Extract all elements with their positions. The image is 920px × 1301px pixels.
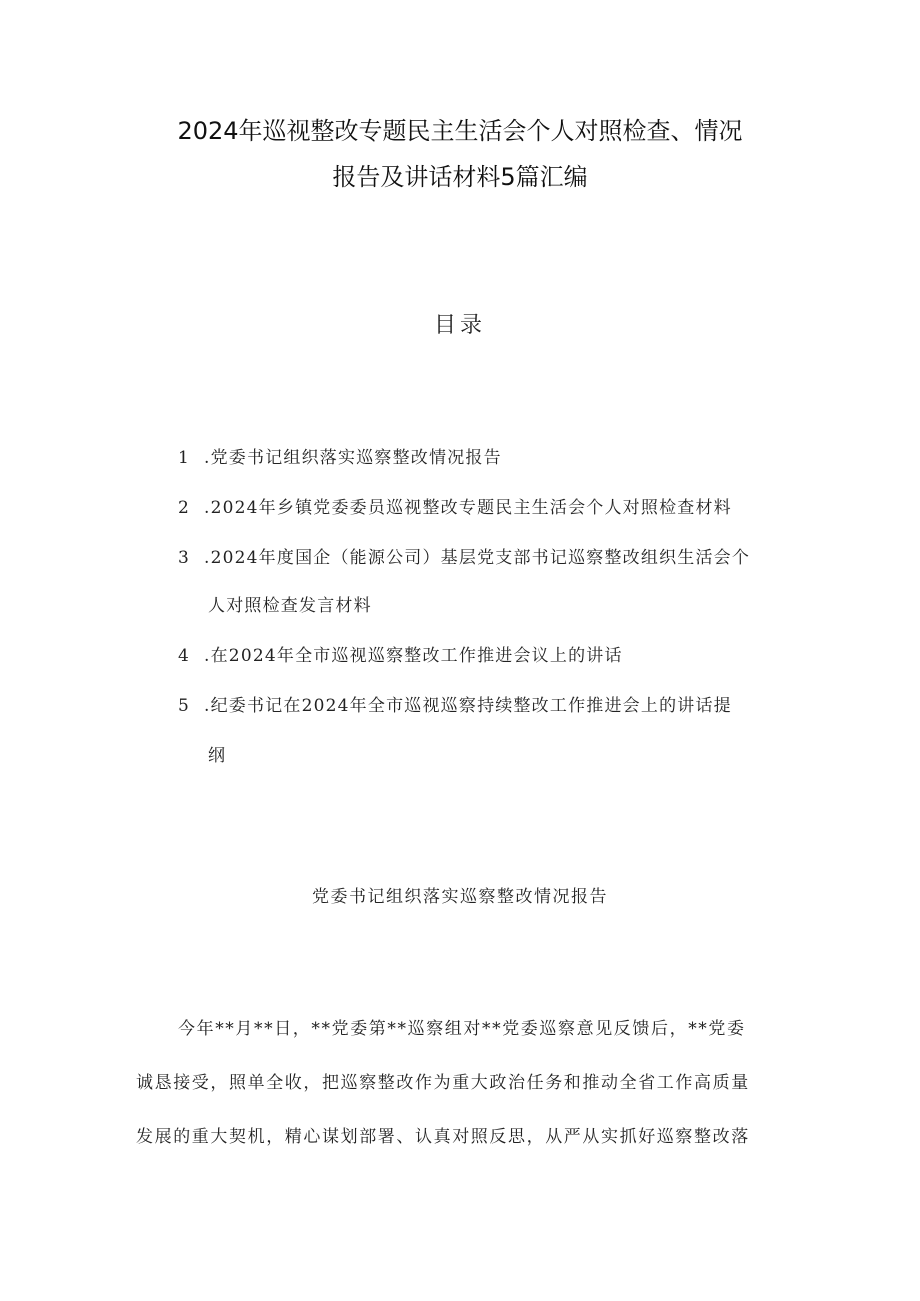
- toc-item-text: .纪委书记在2024年全市巡视巡察持续整改工作推进会上的讲话提: [204, 696, 732, 716]
- toc-item-text: .2024年度国企（能源公司）基层党支部书记巡察整改组织生活会个: [204, 548, 751, 568]
- toc-item-number: 2: [178, 498, 191, 518]
- toc-item-text: .党委书记组织落实巡察整改情况报告: [204, 448, 502, 468]
- paragraph-line-1: 今年**月**日，**党委第**巡察组对**党委巡察意见反馈后，**党委: [178, 1019, 746, 1039]
- toc-item-number: 4: [178, 646, 191, 666]
- paragraph-line-3: 发展的重大契机，精心谋划部署、认真对照反思，从严从实抓好巡察整改落: [136, 1127, 750, 1147]
- toc-item-text: .在2024年全市巡视巡察整改工作推进会议上的讲话: [204, 646, 623, 666]
- document-title-line-2: 报告及讲话材料5篇汇编: [332, 163, 588, 191]
- toc-item-5-continuation: 纲: [208, 746, 227, 766]
- toc-heading: 目录: [433, 313, 486, 338]
- toc-item-number: 1: [178, 448, 191, 468]
- paragraph-line-2: 诚恳接受，照单全收，把巡察整改作为重大政治任务和推动全省工作高质量: [136, 1073, 750, 1093]
- toc-item-3: [178, 546, 818, 570]
- toc-item-1: [178, 446, 818, 470]
- document-title-line-1: 2024年巡视整改专题民主生活会个人对照检查、情况: [177, 117, 743, 145]
- toc-item-3-continuation: 人对照检查发言材料: [208, 596, 372, 616]
- toc-item-number: 5: [178, 696, 191, 716]
- toc-item-2: [178, 496, 818, 520]
- toc-item-text: .2024年乡镇党委委员巡视整改专题民主生活会个人对照检查材料: [204, 498, 732, 518]
- section-title: 党委书记组织落实巡察整改情况报告: [312, 887, 608, 907]
- toc-item-4: [178, 644, 818, 668]
- toc-item-number: 3: [178, 548, 191, 568]
- toc-item-5: [178, 694, 818, 718]
